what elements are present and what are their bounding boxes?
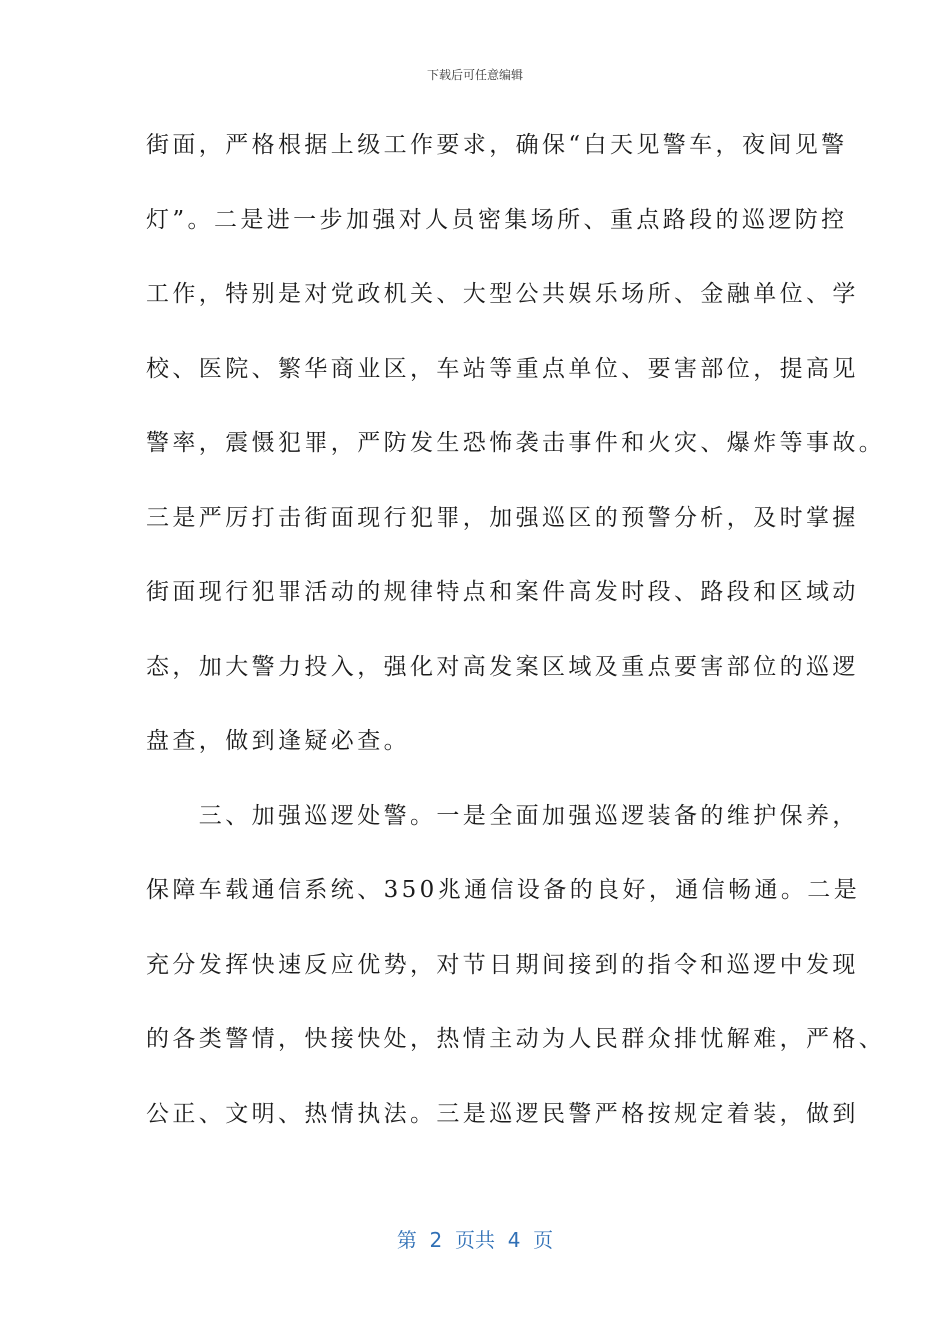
body-line-5: 警率，震慑犯罪，严防发生恐怖袭击事件和火灾、爆炸等事故。 xyxy=(146,430,886,456)
document-body xyxy=(146,120,886,1163)
body-line-6: 三是严厉打击街面现行犯罪，加强巡区的预警分析，及时掌握 xyxy=(146,504,859,531)
body-line-10: 三、加强巡逻处警。一是全面加强巡逻装备的维护保养， xyxy=(146,802,859,829)
body-line-3: 工作，特别是对党政机关、大型公共娱乐场所、金融单位、学 xyxy=(146,281,859,307)
body-line-4: 校、医院、繁华商业区，车站等重点单位、要害部位，提高见 xyxy=(146,355,859,382)
body-line-7: 街面现行犯罪活动的规律特点和案件高发时段、路段和区域动 xyxy=(146,579,859,605)
page-number-footer: 第 2 页共 4 页 xyxy=(396,1228,554,1252)
body-line-1: 街面，严格根据上级工作要求，确保“白天见警车，夜间见警 xyxy=(146,132,848,158)
body-line-9: 盘查，做到逢疑必查。 xyxy=(146,728,410,754)
body-line-8: 态，加大警力投入，强化对高发案区域及重点要害部位的巡逻 xyxy=(146,653,859,680)
body-line-2: 灯”。二是进一步加强对人员密集场所、重点路段的巡逻防控 xyxy=(146,206,848,233)
body-line-11: 保障车载通信系统、350兆通信设备的良好，通信畅通。二是 xyxy=(146,877,861,903)
body-line-14: 公正、文明、热情执法。三是巡逻民警严格按规定着装，做到 xyxy=(146,1100,859,1127)
body-line-13: 的各类警情，快接快处，热情主动为人民群众排忧解难，严格、 xyxy=(146,1026,886,1052)
body-line-12: 充分发挥快速反应优势，对节日期间接到的指令和巡逻中发现 xyxy=(146,951,859,978)
page-header: 下载后可任意编辑 xyxy=(426,68,523,82)
